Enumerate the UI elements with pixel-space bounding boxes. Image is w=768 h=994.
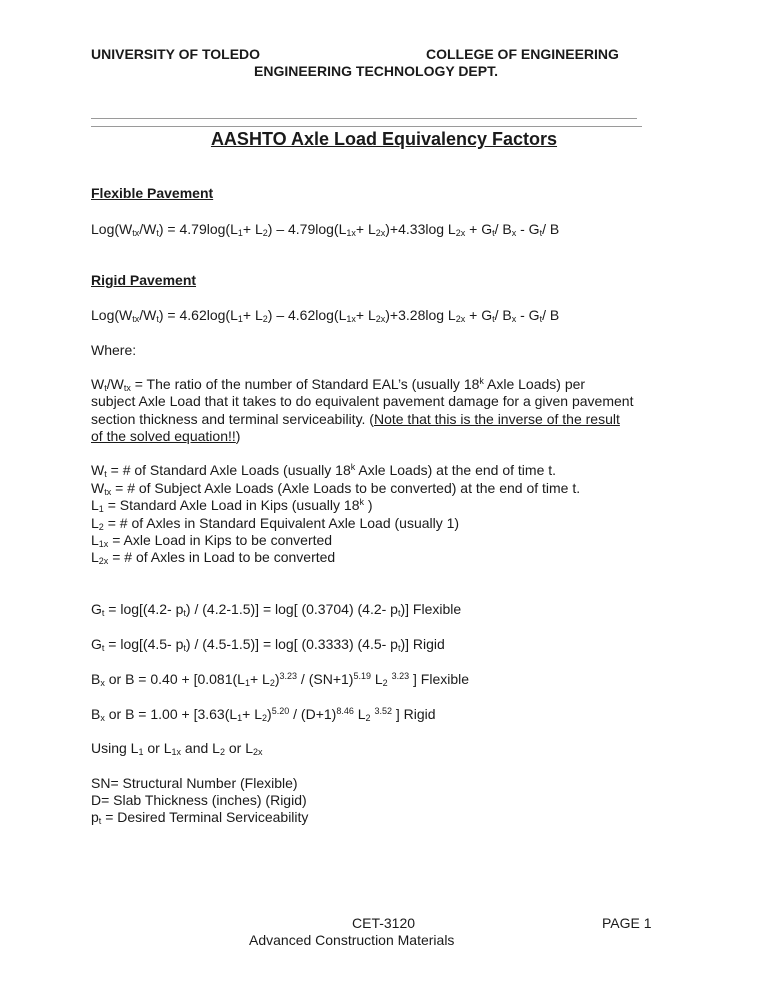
d-definition: D= Slab Thickness (inches) (Rigid) [91,792,307,808]
bx-rigid-equation: $B_x$ or $B = 1.00 + [3.63(L_1+ L_2)^{5.20} / (D+1)^{8.46}$ $L_2$ $^{3.52}$ ] Rigid [91,706,436,723]
bx-flexible-equation: $B_x$ or $B = 0.40 + [0.081(L_1+ L_2)^{3.23} / (SN+1)^{5.19}$ $L_2$ $^{3.23}$ ] Flexible [91,671,470,688]
def-wt: $W_t$ = # of Standard Axle Loads (usually 18$^k$ Axle Loads) at the end of time t. [91,462,557,479]
department-name: ENGINEERING TECHNOLOGY DEPT. [254,63,498,79]
footer-page-number: PAGE 1 [602,915,652,931]
university-name: UNIVERSITY OF TOLEDO [91,46,261,62]
pt-definition: $p_t$ = Desired Terminal Serviceability [91,809,309,826]
def-l2x: $L_{2x}$ = # of Axles in Load to be converted [91,549,336,566]
where-label: Where: [91,342,137,358]
header-rule-bottom [91,126,642,127]
def-l1x: $L_{1x}$ = Axle Load in Kips to be converted [91,532,333,549]
gt-rigid-equation: $G_t = \log[(4.5-$ $p_t) / (4.5-1.5)] = \log$[ (0.3333) (4.5- $p_t$)] Rigid [91,636,445,653]
ratio-line-2: subject Axle Load that it takes to do equivalent pavement damage for a given pavement [91,393,634,409]
using-line: Using $L_1$ or $L_{1x}$ and $L_2$ or $L_{2x}$ [91,740,263,757]
page-title: AASHTO Axle Load Equivalency Factors [210,129,558,149]
def-l2: $L_2$ = # of Axles in Standard Equivalent Axle Load (usually 1) [91,515,460,532]
college-name: COLLEGE OF ENGINEERING [426,46,619,62]
footer-course: CET-3120 [352,915,416,931]
sn-definition: SN= Structural Number (Flexible) [91,775,298,791]
def-l1: $L_1$ = Standard Axle Load in Kips (usually 18$^k$ ) [91,497,373,514]
gt-flexible-equation: $G_t = \log[(4.2-$ $p_t) / (4.2-1.5)] = \log$[ (0.3704) (4.2- $p_t$)] Flexible [91,601,462,618]
rigid-equation: $Log(W_{tx}/W_t) = 4.62\log(L_1+ L_2) - 4.62\log(L_{1x}+ L_{2x})+3.28\log$ $L_{2x} + G_t/$ $B_x - G_t/$ B [91,307,560,324]
ratio-line-1: $W_t/W_{tx}$ = The ratio of the number of Standard EAL’s (usually 18$^k$ Axle Loads) per [91,376,586,393]
ratio-line-4: of the solved equation!!) [91,428,241,444]
def-wtx: $W_{tx}$ = # of Subject Axle Loads (Axle Loads to be converted) at the end of time t. [91,480,581,497]
rigid-heading: Rigid Pavement [91,272,197,288]
footer-subtitle: Advanced Construction Materials [249,932,455,948]
flexible-equation: $Log(W_{tx}/W_t) = 4.79\log(L_1+ L_2) - 4.79\log(L_{1x}+ L_{2x})+4.33\log$ $L_{2x} + G_t/$ $B_x - G_t/$ B [91,221,560,238]
flexible-heading: Flexible Pavement [91,185,214,201]
header-rule-top [91,118,637,119]
ratio-line-3: section thickness and terminal serviceability. (Note that this is the inverse of the result [91,411,620,427]
